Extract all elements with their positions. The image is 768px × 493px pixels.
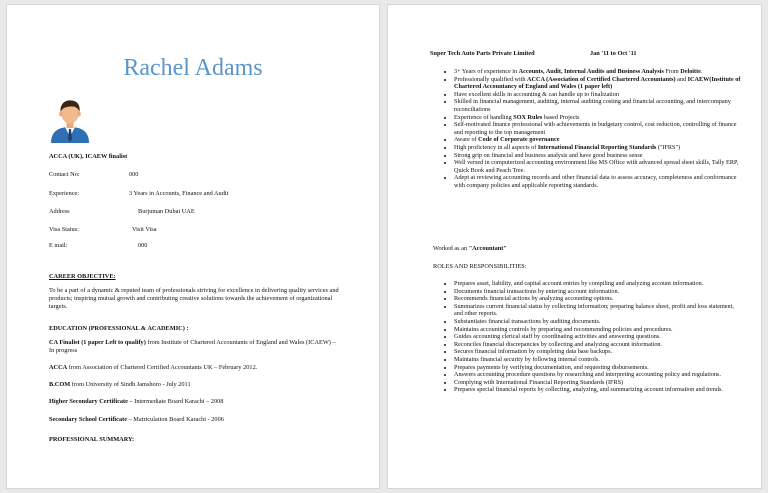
summary-bullet-text: Code of Corporate governance xyxy=(478,136,560,144)
summary-bullet xyxy=(454,114,744,122)
responsibility-item: • Reconciles financial discrepancies by collecting and analyzing account information. xyxy=(454,341,744,349)
summary-bullet-text: Have excellent skills in accounting & can handle up to finalization xyxy=(454,90,619,98)
responsibility-item: • Summarizes current financial status by collecting information; preparing balance sheet, profit and loss statement, and other reports. xyxy=(454,303,744,318)
responsibility-item: • Secures financial information by completing data base backups. xyxy=(454,348,744,356)
education-entry xyxy=(49,364,341,372)
summary-bullet xyxy=(454,144,744,152)
summary-bullet xyxy=(454,174,744,189)
resume-page-1 xyxy=(6,4,380,489)
contact-label: Contact No: xyxy=(49,171,80,178)
summary-bullet xyxy=(454,91,744,99)
education-entry xyxy=(49,416,341,424)
education-detail: from Association of Chartered Certified Accountants UK – February 2012. xyxy=(67,364,258,371)
contact-label: Address xyxy=(49,208,70,215)
education-title: ACCA xyxy=(49,364,68,371)
summary-bullet-text: Professionally qualified with xyxy=(454,75,528,83)
summary-bullet-text: International Financial Reporting Standards xyxy=(537,143,657,151)
summary-bullet-text: ("IFRS") xyxy=(656,143,681,151)
career-objective-heading: CAREER OBJECTIVE: xyxy=(49,273,116,280)
career-objective-text: To be a part of a dynamic & reputed team of professionals striving for excellence in delivering quality services and products; inspiring mutual growth and contributing creative solutions towards the achievement of organizational targets. xyxy=(49,287,339,310)
responsibility-item: • Maintains financial security by following internal controls. xyxy=(454,356,744,364)
summary-bullet-text: Self-motivated finance professional with achievements in budgetary control, cost reduction, controlling of finance and reporting to the top management xyxy=(454,121,737,136)
responsibility-item: • Prepares asset, liability, and capital account entries by compiling and analyzing account information. xyxy=(454,280,744,288)
company-name: Super Tech Auto Parts Private Limited xyxy=(430,50,535,57)
responsibility-item: • Substantiates financial transactions by auditing documents. xyxy=(454,318,744,326)
summary-bullet-text: Deloitte xyxy=(680,68,701,75)
summary-bullet-text: ICAEW(Institute of Chartered Accountancy of England and Wales (1 paper left) xyxy=(454,75,741,91)
contact-value: 000 xyxy=(129,171,139,178)
education-title: Secondary School Certificate xyxy=(49,416,127,423)
contact-value: Visit Visa xyxy=(132,226,157,233)
contact-value: 000 xyxy=(138,242,148,249)
summary-bullet-text: Experience of handling xyxy=(454,113,514,121)
education-heading: EDUCATION (PROFESSIONAL & ACADEMIC) : xyxy=(49,325,189,332)
summary-bullet-text: Aware of xyxy=(454,136,479,144)
worked-as-line xyxy=(433,245,507,253)
resume-page-2 xyxy=(387,4,762,489)
responsibility-item: • Answers accounting procedure questions by researching and interpreting accounting policy and regulations. xyxy=(454,371,744,379)
contact-label: Experience: xyxy=(49,190,80,197)
education-title: B.COM xyxy=(49,381,71,388)
summary-bullet-text: Strong grip on financial and business analysis and have good business sense xyxy=(454,151,643,159)
education-detail: – Intermediate Board Karachi – 2008 xyxy=(127,398,224,405)
roles-bullet-list xyxy=(440,280,744,394)
roles-heading: ROLES AND RESPONSIBILITIES: xyxy=(433,263,527,270)
responsibility-item: • Documents financial transactions by entering account information. xyxy=(454,288,744,296)
summary-bullet-text: Skilled in financial management, auditing, internal auditing costing and financial accounting, and intercompany reconciliations xyxy=(454,98,731,113)
qualification-line: ACCA (UK), ICAEW finalist xyxy=(49,153,128,160)
education-detail: from University of Sindh Jamshoro - July 2011 xyxy=(70,381,191,388)
education-title: Higher Secondary Certificate xyxy=(49,398,128,405)
education-entry xyxy=(49,381,341,389)
summary-bullet xyxy=(454,68,744,76)
summary-bullet xyxy=(454,121,744,136)
summary-bullet-text: Adept at reviewing accounting records and other financial data to assess accuracy, completeness and conformance with company policies and applicable reporting standards. xyxy=(454,174,737,189)
education-entry xyxy=(49,398,341,406)
summary-bullet-text: 3+ Years of experience in xyxy=(454,68,519,75)
candidate-name: Rachel Adams xyxy=(123,55,263,81)
responsibility-item: • Maintains accounting controls by preparing and recommending policies and procedures. xyxy=(454,326,744,334)
responsibility-item: • Recommends financial actions by analyzing accounting options. xyxy=(454,295,744,303)
summary-bullet-list xyxy=(440,68,744,190)
contact-label: Visa Status: xyxy=(49,226,79,233)
worked-as-prefix: Worked as an xyxy=(433,245,469,252)
responsibility-item: • Prepares payments by verifying documentation, and requesting disbursements. xyxy=(454,364,744,372)
summary-bullet-text: . xyxy=(700,68,703,75)
professional-summary-heading: PROFESSIONAL SUMMARY: xyxy=(49,436,135,443)
summary-bullet-text: High proficiency in all aspects of xyxy=(454,143,538,151)
summary-bullet-text: ACCA (Association of Certified Chartered Accountants) xyxy=(527,75,676,83)
summary-bullet-text: and xyxy=(675,75,688,83)
summary-bullet xyxy=(454,136,744,144)
summary-bullet xyxy=(454,152,744,160)
summary-bullet xyxy=(454,76,744,91)
summary-bullet-text: SOX Rules xyxy=(513,113,543,121)
responsibility-item: • Prepares special financial reports by collecting, analyzing, and summarizing account information and trends. xyxy=(454,386,744,394)
avatar-icon xyxy=(47,97,93,143)
summary-bullet xyxy=(454,159,744,174)
education-title: CA Finalist (1 paper Left to qualify) xyxy=(49,339,146,346)
summary-bullet-text: Accounts, Audit, Internal Audits and Business Analysis xyxy=(518,68,664,75)
contact-value: Burjuman Dubai UAE xyxy=(138,208,195,215)
contact-value: 3 Years in Accounts, Finance and Audit xyxy=(129,190,229,197)
summary-bullet-text: based Projects xyxy=(542,113,580,121)
employment-period: Jan '11 to Oct '11 xyxy=(590,50,637,57)
summary-bullet xyxy=(454,98,744,113)
summary-bullet-text: From xyxy=(663,68,681,75)
education-detail: from Institute of Chartered Accountants of England and Wales (ICAEW) – In progress xyxy=(49,339,336,354)
education-entry xyxy=(49,339,341,355)
summary-bullet-text: Well versed in computerized accounting environment like MS Office with advanced spread sheet skills, Tally ERP, Quick Book and Peach Tree. xyxy=(454,159,739,174)
responsibility-item: • Complying with International Financial Reporting Standards (IFRS) xyxy=(454,379,744,387)
responsibility-item: • Guides accounting clerical staff by coordinating activities and answering questions. xyxy=(454,333,744,341)
contact-label: E mail: xyxy=(49,242,68,249)
education-detail: – Matriculation Board Karachi - 2006 xyxy=(127,416,224,423)
worked-as-role: "Accountant" xyxy=(468,245,507,252)
